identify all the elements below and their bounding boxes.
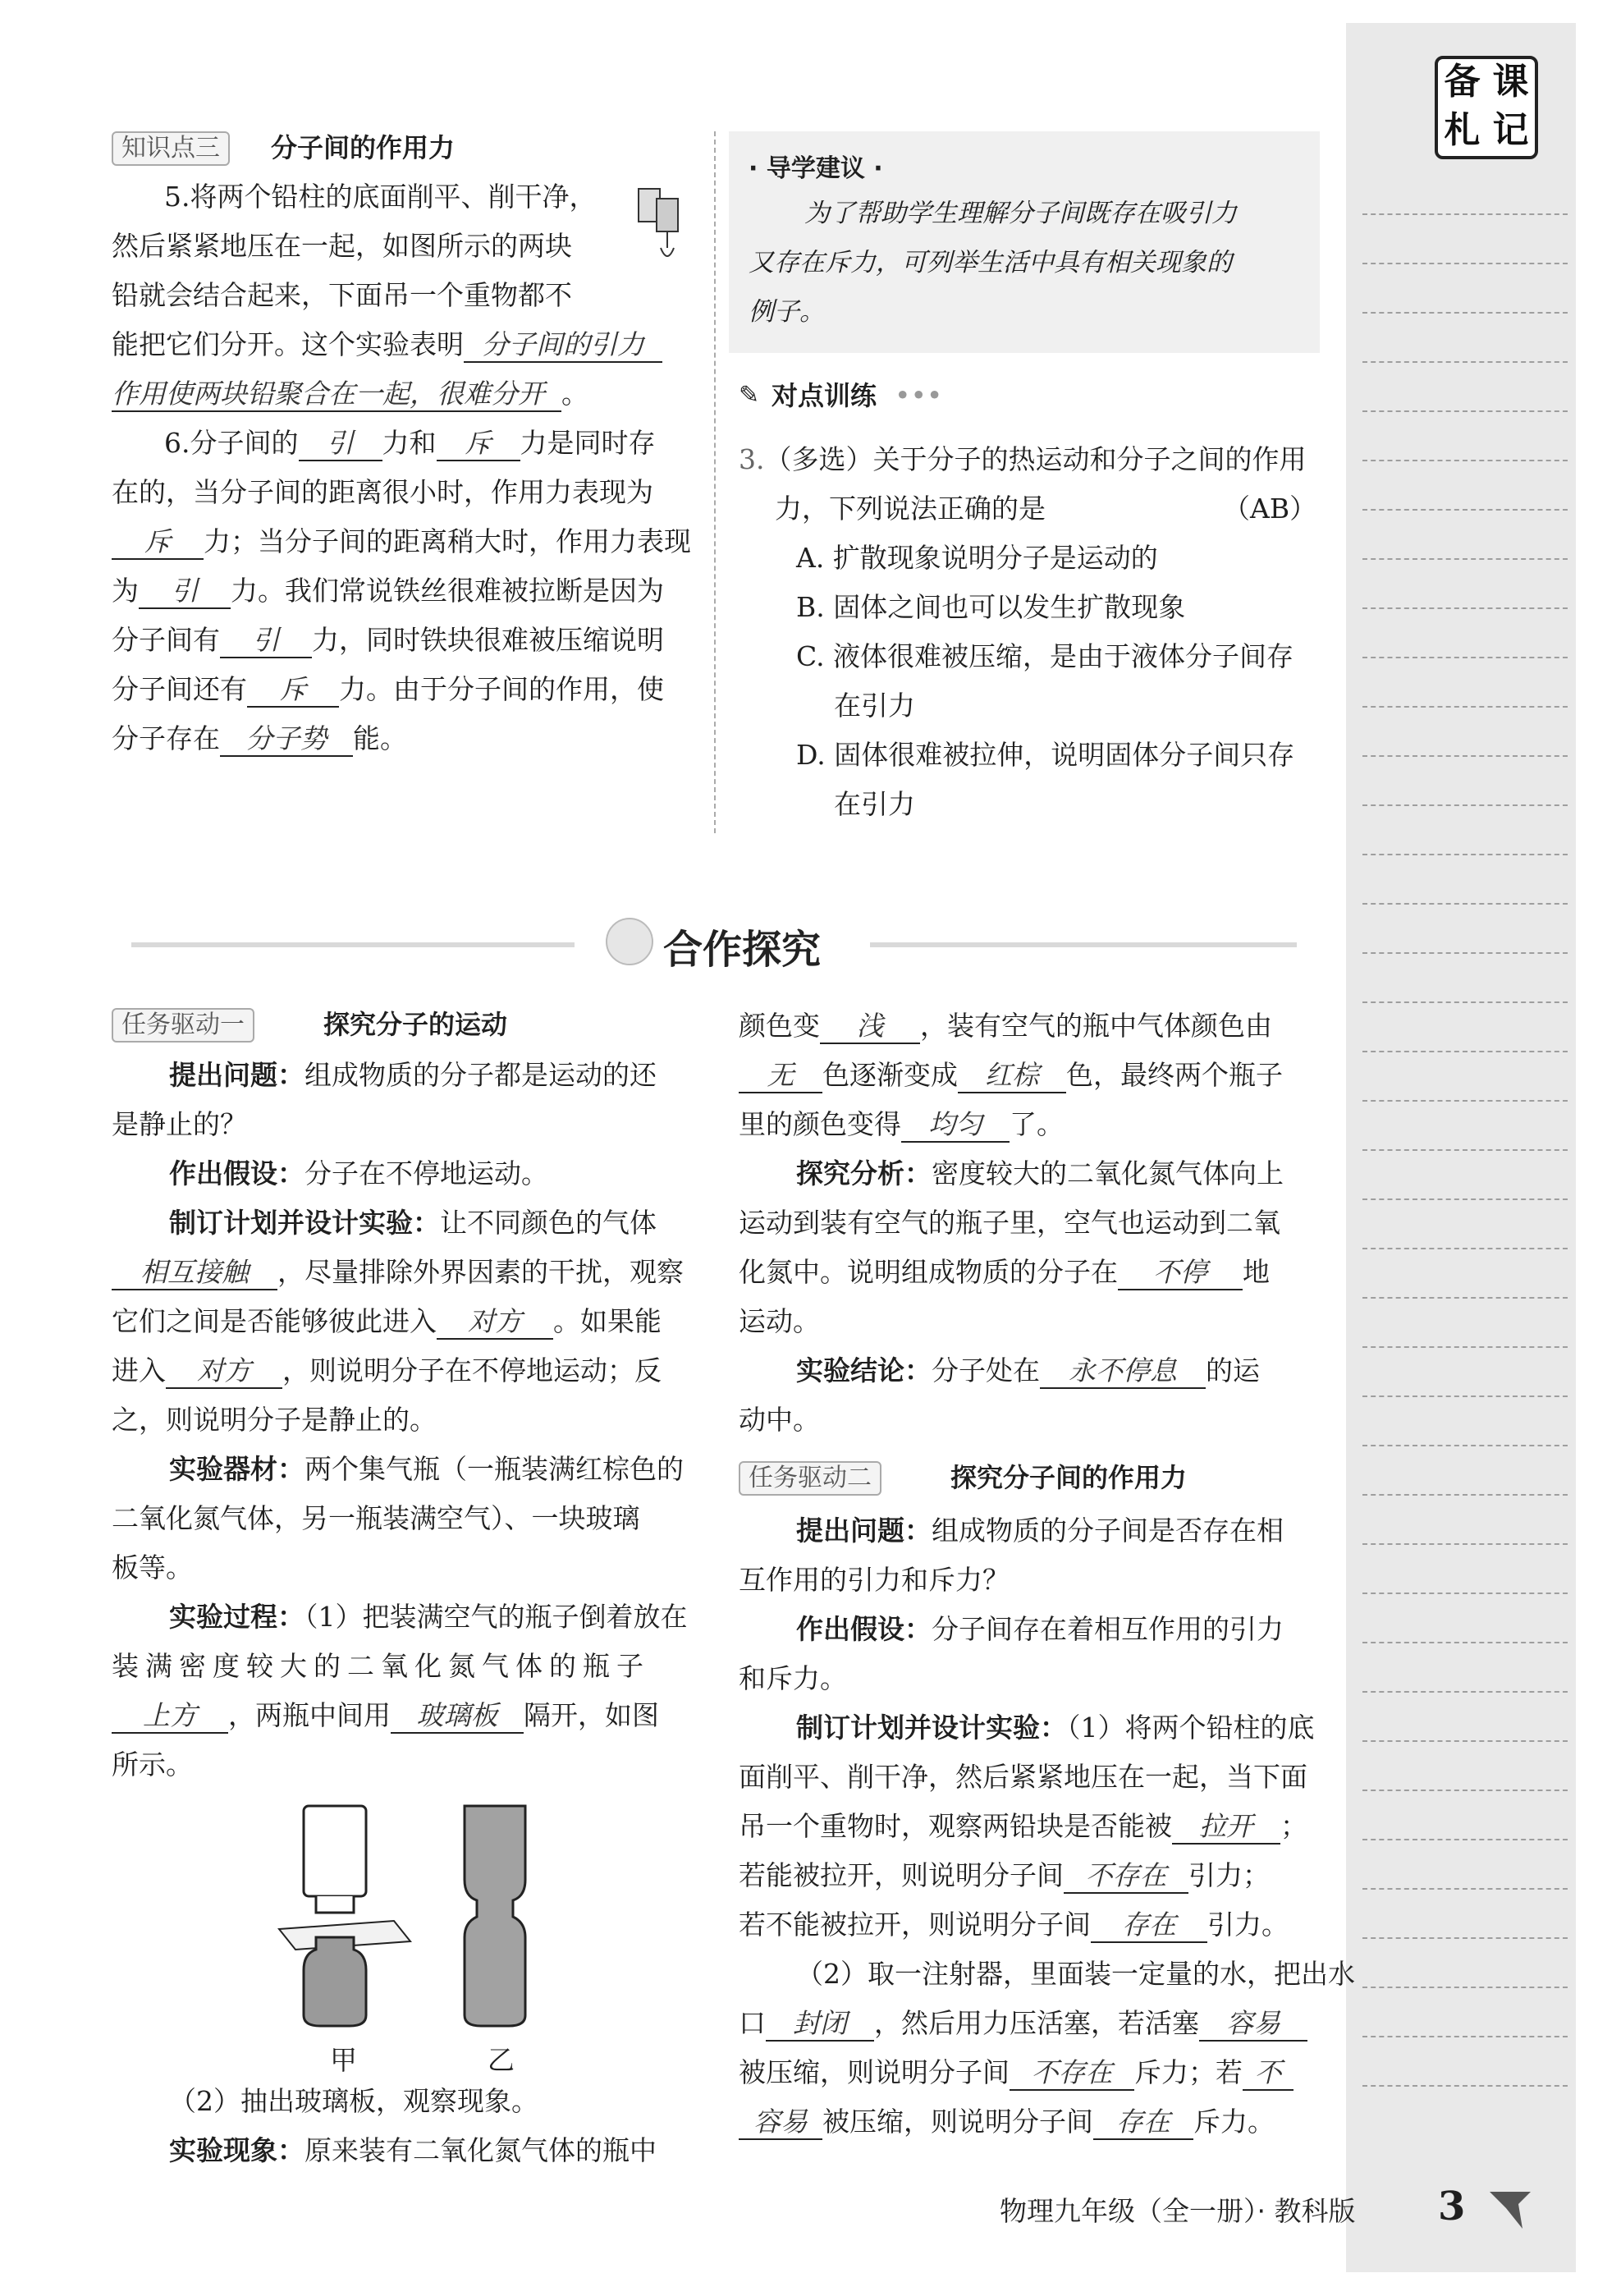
prep-notes-stamp <box>1435 56 1538 159</box>
banner-title: 合作探究 <box>663 927 822 973</box>
text-line: 运动。 <box>739 1305 820 1337</box>
note-line <box>1362 1987 1568 1988</box>
q5-line: 然后紧紧地压在一起，如图所示的两块 <box>112 230 572 262</box>
text: 分子处在 <box>932 1354 1040 1386</box>
option-d-cont: 在引力 <box>834 788 915 820</box>
answer-blank: 分子间的引力 <box>464 328 662 363</box>
answer-blank: 斥 <box>247 673 339 708</box>
q3-text: （多选）关于分子的热运动和分子之间的作用 <box>764 443 1307 475</box>
q6-text: 分子间有 <box>112 624 220 656</box>
text: ，则说明分子在不停地运动；反 <box>282 1354 662 1386</box>
note-line <box>1362 1149 1568 1151</box>
text: 口 <box>739 2007 766 2039</box>
guide-line: 例子。 <box>749 297 825 327</box>
note-line <box>1362 755 1568 757</box>
text: 分子间存在着相互作用的引力 <box>932 1613 1284 1645</box>
note-line <box>1362 410 1568 412</box>
task-title: 探究分子的运动 <box>323 1009 508 1040</box>
text: 了。 <box>1010 1108 1064 1140</box>
text-line: 互作用的引力和斥力？ <box>739 1564 1010 1596</box>
q6-text: 能。 <box>353 722 407 754</box>
q6-line <box>112 673 664 708</box>
text-line <box>739 1859 1270 1894</box>
answer-blank: 上方 <box>112 1699 228 1734</box>
corner-arrow-icon <box>1486 2184 1535 2233</box>
answer-blank: 不 <box>1243 2056 1294 2091</box>
q6-line <box>112 722 407 757</box>
stamp-char: 备 <box>1444 61 1481 103</box>
q6-text: 分子存在 <box>112 722 220 754</box>
answer-blank: 引 <box>220 624 312 658</box>
section-title: 分子间的作用力 <box>271 132 456 163</box>
text-line <box>169 1157 548 1190</box>
q6-text: 力；当分子间的距离稍大时，作用力表现 <box>204 525 691 557</box>
answer-blank: 分子势 <box>220 722 353 757</box>
stamp-char: 札 <box>1444 109 1481 151</box>
text-line <box>169 2134 657 2167</box>
q3-line: 力，下列说法正确的是 <box>775 493 1046 525</box>
note-line <box>1362 1691 1568 1693</box>
task-tag: 任务驱动一 <box>112 1008 254 1043</box>
text-line: 运动到装有空气的瓶子里，空气也运动到二氧 <box>739 1207 1280 1239</box>
text-line <box>169 1601 688 1634</box>
text-line <box>739 2106 1275 2140</box>
option-d: D. 固体很难被拉伸，说明固体分子间只存 <box>796 739 1295 771</box>
q6-text: 力和 <box>382 427 437 459</box>
text: 引力。 <box>1207 1909 1289 1941</box>
text: 里的颜色变得 <box>739 1108 901 1140</box>
answer-blank: 无 <box>739 1059 822 1093</box>
answer-blank: 均匀 <box>901 1108 1010 1143</box>
note-line <box>1362 1543 1568 1545</box>
magnifier-icon <box>606 918 653 965</box>
q6-text: 6.分子间的 <box>164 427 299 459</box>
q3-number: 3. <box>739 443 765 475</box>
q6-text: 分子间还有 <box>112 673 247 705</box>
answer-blank: 容易 <box>1199 2007 1307 2042</box>
text: 组成物质的分子都是运动的还 <box>304 1059 657 1091</box>
text: ，尽量排除外界因素的干扰，观察 <box>277 1256 684 1288</box>
note-line <box>1362 903 1568 905</box>
note-line <box>1362 706 1568 708</box>
note-line <box>1362 1248 1568 1249</box>
text-line: 是静止的？ <box>112 1108 247 1140</box>
q6-line <box>112 575 664 609</box>
note-line <box>1362 1494 1568 1496</box>
figure-label-jia: 甲 <box>330 2044 357 2076</box>
answer-blank: 不存在 <box>1010 2056 1134 2091</box>
note-line <box>1362 509 1568 511</box>
note-line <box>1362 1297 1568 1299</box>
q3-line <box>739 443 1307 476</box>
text: 密度较大的二氧化氮气体向上 <box>932 1157 1284 1189</box>
label: 作出假设： <box>796 1613 932 1645</box>
text: ，装有空气的瓶中气体颜色由 <box>920 1010 1272 1042</box>
text-line <box>739 2007 1307 2042</box>
footer-book-title: 物理九年级（全一册）· 教科版 <box>1000 2195 1356 2227</box>
note-line <box>1362 2085 1568 2087</box>
guide-line: 为了帮助学生理解分子间既存在吸引力 <box>804 199 1237 228</box>
q5-line: 作用使两块铅聚合在一起，很难分开 。 <box>112 378 588 412</box>
note-line <box>1362 2036 1568 2037</box>
note-line <box>1362 361 1568 363</box>
text: 斥力。 <box>1193 2106 1275 2138</box>
figure-label-yi: 乙 <box>488 2044 515 2076</box>
answer-blank: 引 <box>299 427 382 461</box>
pencil-icon: ✎ <box>739 381 760 410</box>
text-line: 和斥力。 <box>739 1662 847 1694</box>
note-line <box>1362 607 1568 609</box>
answer-blank: 红棕 <box>958 1059 1066 1093</box>
q6-text: 力。我们常说铁丝很难被拉断是因为 <box>231 575 664 607</box>
bottles-figure <box>271 1798 583 2044</box>
text: ，然后用力压活塞，若活塞 <box>874 2007 1199 2039</box>
text-line <box>796 1712 1315 1744</box>
text-line <box>796 1354 1260 1389</box>
text: 。如果能 <box>553 1305 662 1337</box>
text: （1）将两个铅柱的底 <box>1067 1712 1315 1744</box>
label: 实验过程： <box>169 1601 304 1633</box>
text: 隔开，如图 <box>524 1699 659 1731</box>
label: 实验器材： <box>169 1453 304 1485</box>
q5-line <box>112 328 662 363</box>
text: 若不能被拉开，则说明分子间 <box>739 1909 1091 1941</box>
note-line <box>1362 1051 1568 1052</box>
note-line <box>1362 213 1568 215</box>
q6-text: 力。由于分子间的作用，使 <box>339 673 664 705</box>
note-line <box>1362 1593 1568 1594</box>
text: 的运 <box>1206 1354 1260 1386</box>
guide-title: · 导学建议 · <box>749 154 883 183</box>
q6-line <box>112 624 664 658</box>
dots-icon: ••• <box>895 379 943 411</box>
stamp-char: 课 <box>1492 61 1529 103</box>
answer-blank: 对方 <box>166 1354 282 1389</box>
note-line <box>1362 952 1568 954</box>
bottle-setup-yi <box>465 1806 525 2026</box>
answer-blank: 容易 <box>739 2106 822 2140</box>
text: 色，最终两个瓶子 <box>1066 1059 1283 1091</box>
text-line: 装满密度较大的二氧化氮气体的瓶子 <box>112 1650 650 1682</box>
text-line <box>739 1256 1270 1290</box>
guide-line: 又存在斥力，可列举生活中具有相关现象的 <box>749 248 1232 277</box>
text: 原来装有二氧化氮气体的瓶中 <box>304 2134 657 2166</box>
answer-blank: 斥 <box>112 525 204 560</box>
answer-blank: 存在 <box>1093 2106 1193 2140</box>
q6-line <box>112 525 691 560</box>
label: 探究分析： <box>796 1157 932 1189</box>
text: 色逐渐变成 <box>822 1059 958 1091</box>
text: ，两瓶中间用 <box>228 1699 391 1731</box>
answer-blank: 不存在 <box>1064 1859 1188 1894</box>
text-line <box>739 1059 1283 1093</box>
note-line <box>1362 312 1568 314</box>
text-line <box>796 1515 1284 1547</box>
text: （1）把装满空气的瓶子倒着放在 <box>304 1601 688 1633</box>
text-line <box>112 1354 662 1389</box>
text-line <box>169 1207 657 1240</box>
q6-line <box>164 427 656 461</box>
answer-blank: 永不停息 <box>1040 1354 1206 1389</box>
answer-blank: 浅 <box>820 1010 920 1044</box>
text-line <box>112 1699 659 1734</box>
label: 制订计划并设计实验： <box>169 1207 440 1239</box>
q5-text: 能把它们分开。这个实验表明 <box>112 328 464 360</box>
note-line <box>1362 854 1568 855</box>
note-line <box>1362 1839 1568 1840</box>
q6-text: 力，同时铁块很难被压缩说明 <box>312 624 664 656</box>
text: 让不同颜色的气体 <box>440 1207 657 1239</box>
page-number: 3 <box>1438 2184 1466 2230</box>
label: 作出假设： <box>169 1157 304 1189</box>
note-line <box>1362 1395 1568 1397</box>
task-title: 探究分子间的作用力 <box>950 1462 1188 1493</box>
knowledge-point-tag: 知识点三 <box>112 131 230 166</box>
text: 被压缩，则说明分子间 <box>822 2106 1093 2138</box>
note-line <box>1362 558 1568 560</box>
text: 吊一个重物时，观察两铅块是否能被 <box>739 1810 1172 1842</box>
answer-blank: 拉开 <box>1172 1810 1280 1845</box>
text: ； <box>1280 1810 1307 1842</box>
label: 提出问题： <box>796 1515 932 1547</box>
text-line: 动中。 <box>739 1404 820 1436</box>
text-line <box>112 1256 684 1290</box>
option-b: B. 固体之间也可以发生扩散现象 <box>796 591 1186 623</box>
text: 若能被拉开，则说明分子间 <box>739 1859 1064 1891</box>
q3-answer: （AB） <box>1223 493 1317 525</box>
q6-text: 力是同时存 <box>520 427 656 459</box>
note-line <box>1362 1001 1568 1003</box>
q5-line: 5.将两个铅柱的底面削平、削干净， <box>164 181 597 213</box>
note-line <box>1362 1790 1568 1791</box>
note-line <box>1362 1100 1568 1102</box>
text-line <box>739 1108 1064 1143</box>
note-line <box>1362 1445 1568 1446</box>
note-line <box>1362 263 1568 264</box>
notes-sidebar <box>1346 23 1576 2272</box>
text-line <box>112 1305 662 1340</box>
note-line <box>1362 1888 1568 1890</box>
note-line <box>1362 1346 1568 1348</box>
text-line <box>169 1059 657 1092</box>
text-line: 所示。 <box>112 1748 193 1780</box>
note-line <box>1362 1937 1568 1939</box>
q6-line: 在的，当分子间的距离很小时，作用力表现为 <box>112 476 653 508</box>
text: 颜色变 <box>739 1010 820 1042</box>
q6-text: 为 <box>112 575 139 607</box>
note-line <box>1362 460 1568 461</box>
bottle-setup-jia <box>279 1806 410 2026</box>
text-line <box>739 1010 1272 1044</box>
label: 提出问题： <box>169 1059 304 1091</box>
stamp-char: 记 <box>1492 109 1529 151</box>
answer-blank: 引 <box>139 575 231 609</box>
text-line <box>739 1909 1289 1943</box>
text-line: 二氧化氮气体，另一瓶装满空气）、一块玻璃 <box>112 1502 640 1534</box>
text: 它们之间是否能够彼此进入 <box>112 1305 437 1337</box>
text: 引力； <box>1188 1859 1270 1891</box>
text: 两个集气瓶（一瓶装满红棕色的 <box>304 1453 684 1485</box>
option-a: A. 扩散现象说明分子是运动的 <box>796 542 1158 574</box>
task-tag: 任务驱动二 <box>739 1461 881 1496</box>
text-line: 之，则说明分子是静止的。 <box>112 1404 437 1436</box>
text-line: （2）抽出玻璃板，观察现象。 <box>169 2085 538 2117</box>
text-line <box>796 1157 1284 1190</box>
note-line <box>1362 1740 1568 1742</box>
answer-blank: 存在 <box>1091 1909 1207 1943</box>
text-line: （2）取一注射器，里面装一定量的水，把出水 <box>796 1958 1355 1990</box>
note-line <box>1362 1642 1568 1643</box>
answer-blank: 作用使两块铅聚合在一起，很难分开 <box>112 378 561 412</box>
note-line <box>1362 657 1568 658</box>
text: 进入 <box>112 1354 166 1386</box>
answer-blank: 斥 <box>437 427 520 461</box>
text: 地 <box>1243 1256 1270 1288</box>
text-line <box>739 2056 1294 2091</box>
note-line <box>1362 804 1568 806</box>
label: 制订计划并设计实验： <box>796 1712 1067 1744</box>
text-line: 面削平、削干净，然后紧紧地压在一起，当下面 <box>739 1761 1307 1793</box>
label: 实验结论： <box>796 1354 932 1386</box>
text-line: 板等。 <box>112 1551 193 1583</box>
answer-blank: 不停 <box>1118 1256 1243 1290</box>
text: 组成物质的分子间是否存在相 <box>932 1515 1284 1547</box>
text-line <box>739 1810 1307 1845</box>
practice-title: 对点训练 <box>772 380 877 411</box>
text: 化氮中。说明组成物质的分子在 <box>739 1256 1118 1288</box>
answer-blank: 封闭 <box>766 2007 874 2042</box>
note-line <box>1362 1198 1568 1200</box>
q5-line: 铅就会结合起来，下面吊一个重物都不 <box>112 279 572 311</box>
option-c: C. 液体很难被压缩，是由于液体分子间存 <box>796 640 1294 672</box>
label: 实验现象： <box>169 2134 304 2166</box>
answer-blank: 玻璃板 <box>391 1699 524 1734</box>
option-c-cont: 在引力 <box>834 690 915 722</box>
text: 斥力；若 <box>1134 2056 1243 2088</box>
answer-blank: 相互接触 <box>112 1256 277 1290</box>
column-divider <box>714 131 716 833</box>
text-line <box>169 1453 684 1486</box>
answer-blank: 对方 <box>437 1305 553 1340</box>
text-line <box>796 1613 1284 1646</box>
lead-cylinders-figure <box>632 182 689 281</box>
text: 被压缩，则说明分子间 <box>739 2056 1010 2088</box>
text: 分子在不停地运动。 <box>304 1157 548 1189</box>
